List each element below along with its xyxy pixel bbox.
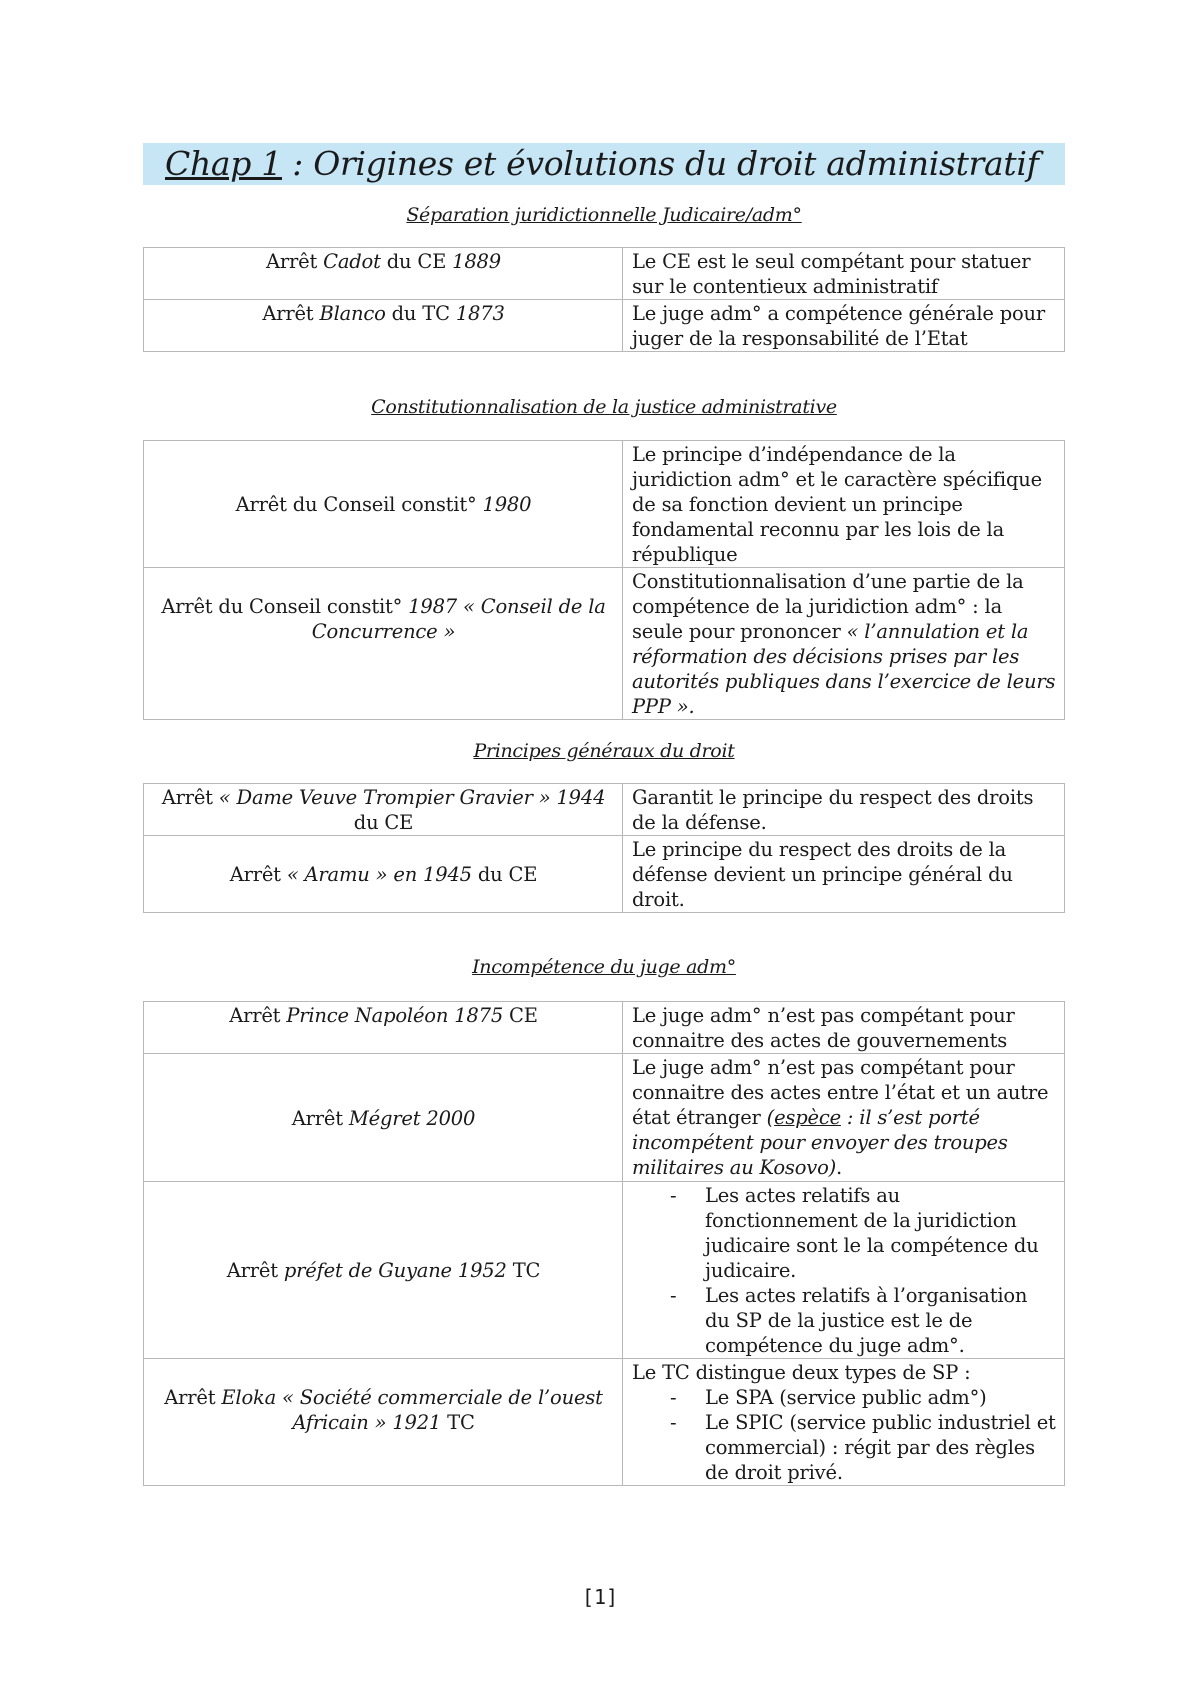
description-cell: Le juge adm° a compétence générale pour juger de la responsabilité de l’Etat — [623, 300, 1065, 352]
case-cell: Arrêt du Conseil constit° 1987 « Conseil de la Concurrence » — [144, 568, 623, 720]
chapter-title — [143, 143, 1065, 185]
table-row — [144, 1359, 1065, 1486]
chapter-number: Chap 1 — [165, 144, 282, 183]
list-item: - Le SPIC (service public industriel et commercial) : régit par des règles de droit privé. — [632, 1410, 1056, 1485]
case-cell: Arrêt Cadot du CE 1889 — [144, 248, 623, 300]
table-principes — [143, 783, 1065, 913]
list-item: - Les actes relatifs à l’organisation du SP de la justice est le de compétence du juge adm°. — [632, 1283, 1056, 1358]
table-incompetence — [143, 1001, 1065, 1486]
description-cell: Le juge adm° n’est pas compétant pour connaitre des actes entre l’état et un autre état étranger (espèce : il s’est porté incompétent pour envoyer des troupes militaires au Kosovo). — [623, 1054, 1065, 1182]
description-cell: Le CE est le seul compétant pour statuer sur le contentieux administratif — [623, 248, 1065, 300]
case-cell: Arrêt préfet de Guyane 1952 TC — [144, 1182, 623, 1359]
case-cell: Arrêt Blanco du TC 1873 — [144, 300, 623, 352]
table-row — [144, 1054, 1065, 1182]
table-row — [144, 1002, 1065, 1054]
list-intro: Le TC distingue deux types de SP : — [632, 1361, 971, 1384]
case-cell: Arrêt « Aramu » en 1945 du CE — [144, 836, 623, 913]
case-cell: Arrêt Mégret 2000 — [144, 1054, 623, 1182]
case-cell: Arrêt du Conseil constit° 1980 — [144, 441, 623, 568]
table-row — [144, 248, 1065, 300]
description-cell: Le juge adm° n’est pas compétant pour connaitre des actes de gouvernements — [623, 1002, 1065, 1054]
table-row — [144, 568, 1065, 720]
list-item: - Les actes relatifs au fonctionnement de la juridiction judicaire sont le la compétence du judicaire. — [632, 1183, 1056, 1283]
table-row — [144, 784, 1065, 836]
description-cell — [623, 1182, 1065, 1359]
description-cell: Constitutionnalisation d’une partie de la compétence de la juridiction adm° : la seule pour prononcer « l’annulation et la réformation des décisions prises par les autorités publiques dans l’exercice de leurs PPP ». — [623, 568, 1065, 720]
section-heading-separation: Séparation juridictionnelle Judicaire/adm° — [406, 204, 802, 226]
description-cell — [623, 1359, 1065, 1486]
list-item: - Le SPA (service public adm°) — [632, 1385, 1056, 1410]
chapter-title-text: : Origines et évolutions du droit administratif — [282, 144, 1039, 183]
section-heading-principes: Principes généraux du droit — [473, 740, 735, 762]
table-row — [144, 836, 1065, 913]
table-constitutionnalisation — [143, 440, 1065, 720]
table-row — [144, 300, 1065, 352]
case-cell: Arrêt « Dame Veuve Trompier Gravier » 1944 du CE — [144, 784, 623, 836]
description-cell: Le principe du respect des droits de la défense devient un principe général du droit. — [623, 836, 1065, 913]
dash-list — [632, 1183, 1056, 1358]
table-row — [144, 441, 1065, 568]
case-cell: Arrêt Eloka « Société commerciale de l’ouest Africain » 1921 TC — [144, 1359, 623, 1486]
table-separation — [143, 247, 1065, 352]
dash-list — [632, 1385, 1056, 1485]
case-cell: Arrêt Prince Napoléon 1875 CE — [144, 1002, 623, 1054]
table-row — [144, 1182, 1065, 1359]
description-cell: Garantit le principe du respect des droits de la défense. — [623, 784, 1065, 836]
section-heading-constitutionnalisation: Constitutionnalisation de la justice administrative — [371, 396, 837, 418]
description-cell: Le principe d’indépendance de la juridiction adm° et le caractère spécifique de sa fonction devient un principe fondamental reconnu par les lois de la république — [623, 441, 1065, 568]
section-heading-incompetence: Incompétence du juge adm° — [472, 956, 736, 978]
page-number: [1] — [581, 1585, 619, 1609]
